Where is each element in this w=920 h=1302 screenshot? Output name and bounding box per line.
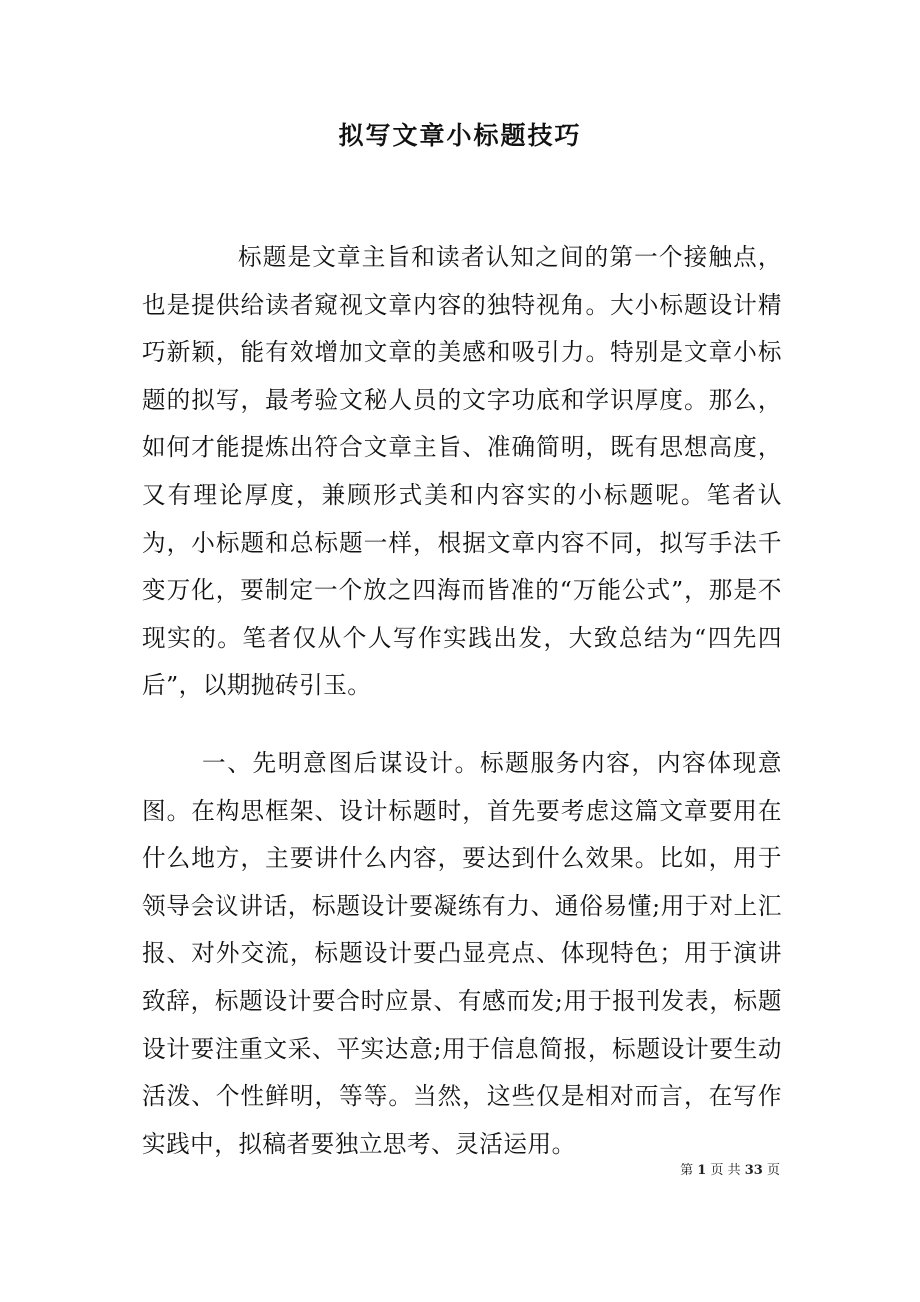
paragraph-section-one: 一、先明意图后谋设计。标题服务内容，内容体现意图。在构思框架、设计标题时，首先要考虑这篇文章要用在什么地方，主要讲什么内容，要达到什么效果。比如，用于领导会议讲话，标题设计要凝练有力、通俗易懂;用于对上汇报、对外交流，标题设计要凸显亮点、体现特色；用于演讲致辞，标题设计要合时应景、有感而发;用于报刊发表，标题设计要注重文采、平实达意;用于信息简报，标题设计要生动活泼、个性鲜明，等等。当然，这些仅是相对而言，在写作实践中，拟稿者要独立思考、灵活运用。 xyxy=(142,749,782,1158)
document-title: 拟写文章小标题技巧 xyxy=(338,121,582,150)
page-number-footer xyxy=(680,1161,780,1181)
footer-total-pages: 33 xyxy=(744,1163,763,1178)
footer-prefix: 第 xyxy=(680,1163,694,1178)
footer-middle: 页 共 xyxy=(710,1163,741,1178)
paragraph-intro: 标题是文章主旨和读者认知之间的第一个接触点，也是提供给读者窥视文章内容的独特视角。大小标题设计精巧新颖，能有效增加文章的美感和吸引力。特别是文章小标题的拟写，最考验文秘人员的文字功底和学识厚度。那么，如何才能提炼出符合文章主旨、准确简明，既有思想高度，又有理论厚度，兼顾形式美和内容实的小标题呢。笔者认为，小标题和总标题一样，根据文章内容不同，拟写手法千变万化，要制定一个放之四海而皆准的“万能公式”，那是不现实的。笔者仅从个人写作实践出发，大致总结为“四先四后”，以期抛砖引玉。 xyxy=(142,243,782,700)
footer-suffix: 页 xyxy=(766,1163,780,1178)
footer-current-page: 1 xyxy=(697,1163,707,1178)
